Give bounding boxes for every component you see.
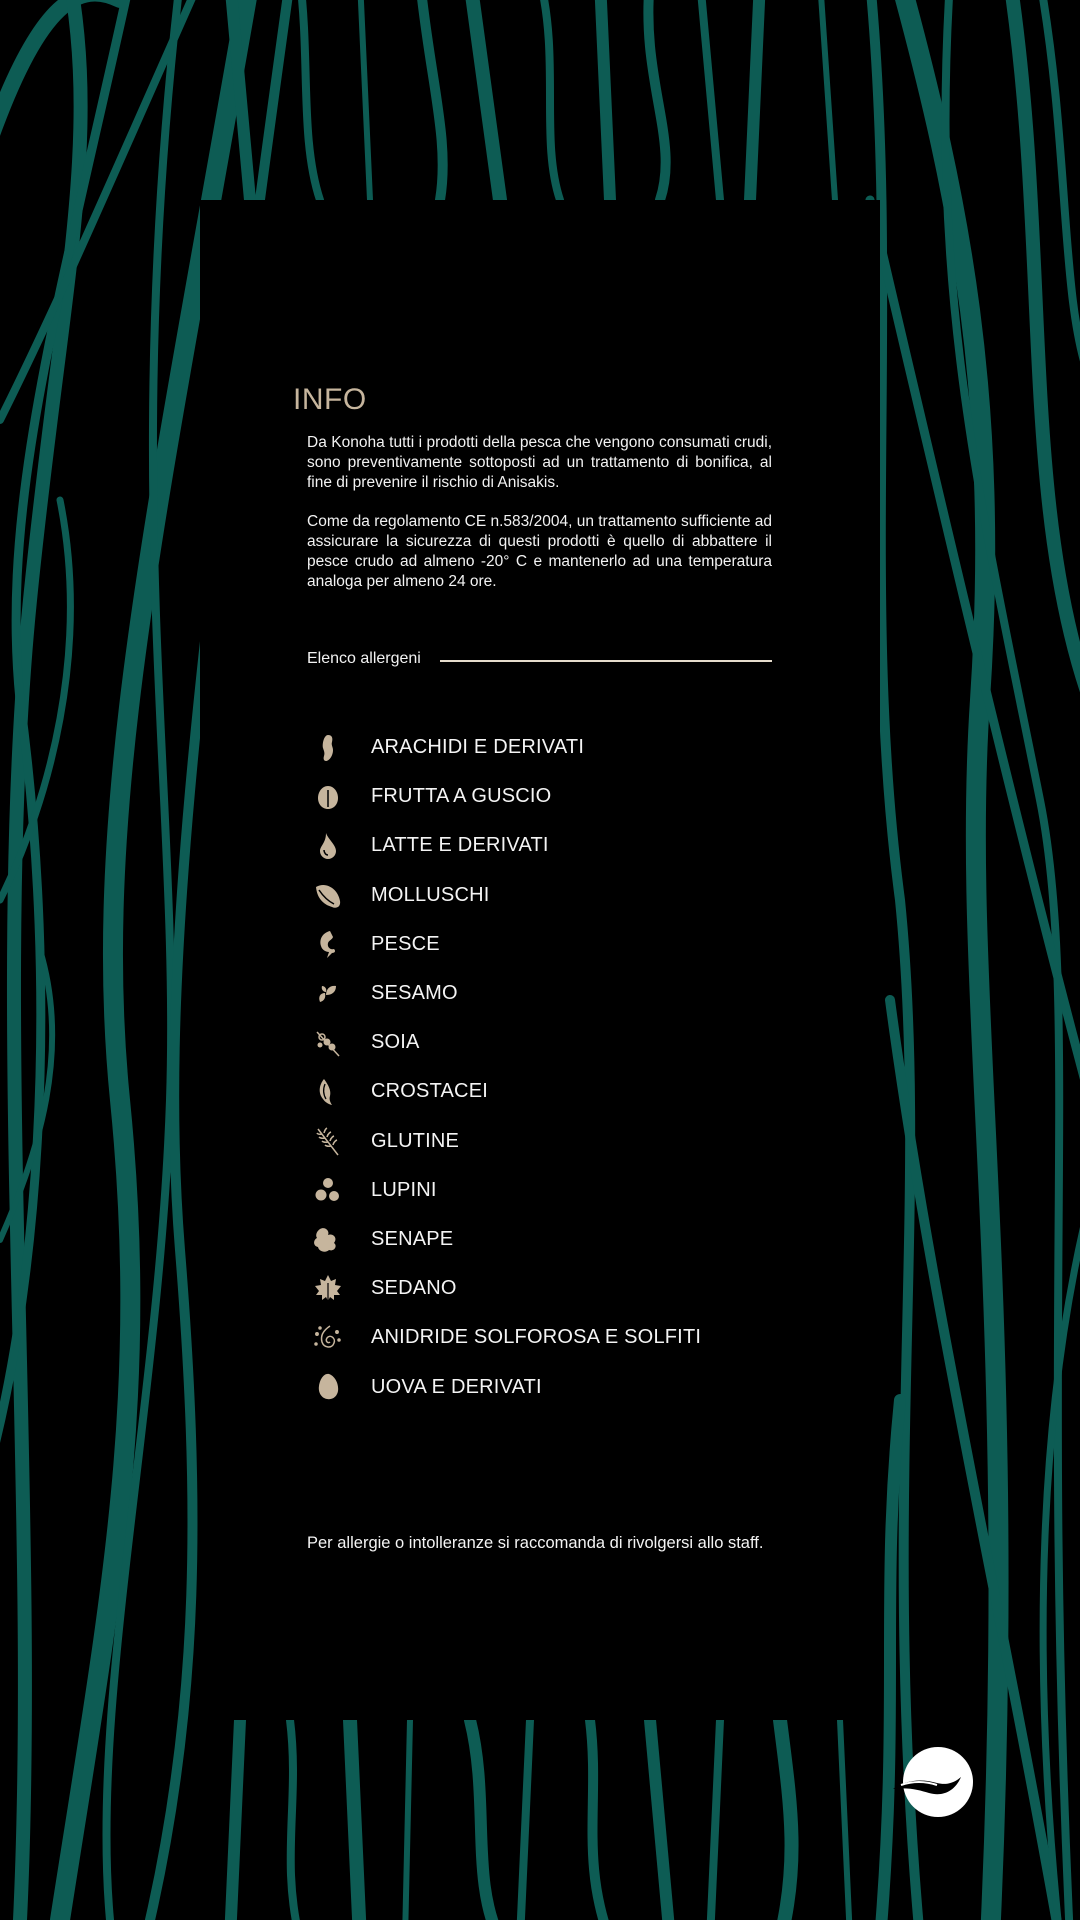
sulphites-icon xyxy=(312,1322,344,1354)
allergen-label: SESAMO xyxy=(371,982,458,1005)
allergen-item xyxy=(312,1215,872,1264)
allergen-item xyxy=(312,1313,872,1362)
allergen-item xyxy=(312,1018,872,1067)
allergen-item xyxy=(312,1067,872,1116)
allergen-label: GLUTINE xyxy=(371,1129,460,1152)
allergen-label: MOLLUSCHI xyxy=(371,883,490,906)
allergen-item xyxy=(312,723,872,772)
allergen-item xyxy=(312,1362,872,1411)
allergen-item xyxy=(312,1117,872,1166)
allergen-label: ARACHIDI E DERIVATI xyxy=(371,736,585,759)
peanut-icon xyxy=(312,732,344,764)
allergen-label: FRUTTA A GUSCIO xyxy=(371,785,552,808)
milk-drop-icon xyxy=(312,830,344,862)
allergy-staff-note: Per allergie o intolleranze si raccomanda di rivolgersi allo staff. xyxy=(307,1534,764,1552)
allergen-label: SOIA xyxy=(371,1031,420,1054)
allergen-item xyxy=(312,1264,872,1313)
wheat-icon xyxy=(312,1125,344,1157)
allergen-label: ANIDRIDE SOLFOROSA E SOLFITI xyxy=(371,1326,702,1349)
sesame-icon xyxy=(312,978,344,1010)
nut-icon xyxy=(312,781,344,813)
allergen-label: SEDANO xyxy=(371,1277,457,1300)
allergen-list xyxy=(312,723,872,1412)
crustacean-icon xyxy=(312,1076,344,1108)
info-paragraph-anisakis: Da Konoha tutti i prodotti della pesca che vengono consumati crudi, sono preventivamente sottoposti ad un trattamento di bonifica, al fine di prevenire il rischio di Anisakis. xyxy=(307,434,772,491)
leaf-logo-icon xyxy=(893,1745,983,1820)
section-divider xyxy=(440,660,772,662)
celery-icon xyxy=(312,1273,344,1305)
info-paragraph-regulation: Come da regolamento CE n.583/2004, un trattamento sufficiente ad assicurare la sicurezza di questi prodotti è quello di abbattere il pesce crudo ad almeno -20° C e mantenerlo ad una temperatura analoga per almeno 24 ore. xyxy=(307,513,773,590)
lupin-icon xyxy=(312,1174,344,1206)
allergens-section-label: Elenco allergeni xyxy=(307,650,421,667)
allergen-label: LUPINI xyxy=(371,1178,437,1201)
allergen-item xyxy=(312,1166,872,1215)
allergen-label: SENAPE xyxy=(371,1227,454,1250)
allergen-item xyxy=(312,871,872,920)
allergen-item xyxy=(312,821,872,870)
soy-icon xyxy=(312,1027,344,1059)
allergen-item xyxy=(312,772,872,821)
allergen-label: LATTE E DERIVATI xyxy=(371,834,549,857)
mustard-icon xyxy=(312,1223,344,1255)
egg-icon xyxy=(312,1371,344,1403)
fish-icon xyxy=(312,928,344,960)
allergen-item xyxy=(312,969,872,1018)
allergen-label: CROSTACEI xyxy=(371,1080,488,1103)
allergen-item xyxy=(312,920,872,969)
allergen-label: UOVA E DERIVATI xyxy=(371,1375,542,1398)
allergen-label: PESCE xyxy=(371,932,440,955)
page-title: INFO xyxy=(293,383,367,416)
shell-icon xyxy=(312,879,344,911)
